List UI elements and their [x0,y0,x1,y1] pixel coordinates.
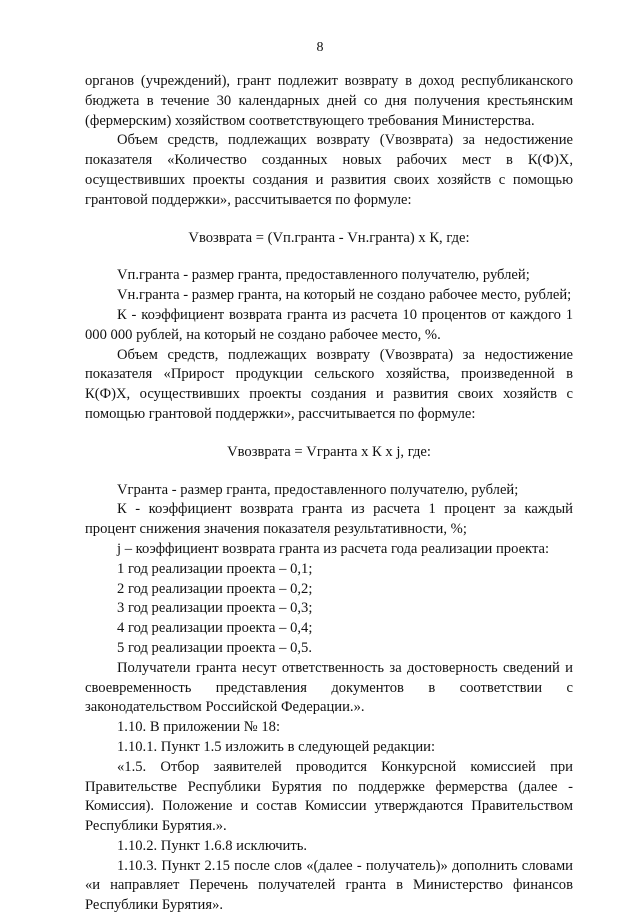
list-item: 2 год реализации проекта – 0,2; [117,580,313,597]
paragraph-1-10-1: 1.10.1. Пункт 1.5 изложить в следующей редакции: [117,738,436,755]
paragraph-continuation: органов (учреждений), грант подлежит возврату в доход республиканского бюджета в течение 30 календарных дней со дня получения крестьянским (фермерским) хозяйством соответствующего требования Министерства. [85,73,573,129]
paragraph-appendix-18: 1.10. В приложении № 18: [117,719,281,736]
definition-vgranta: Vгранта - размер гранта, предоставленного получателю, рублей; [117,481,519,498]
page-number: 8 [316,40,324,55]
list-item: 1 год реализации проекта – 0,1; [117,560,313,577]
definition-vp: Vп.гранта - размер гранта, предоставленного получателю, рублей; [117,267,530,284]
definition-k2: К - коэффициент возврата гранта из расчета 1 процент за каждый процент снижения значения показателя результативности, %; [85,501,573,538]
paragraph-responsibility: Получатели гранта несут ответственность за достоверность сведений и своевременность представления документов в соответствии с законодательством Российской Федерации.». [85,659,573,716]
paragraph-1-5-text: «1.5. Отбор заявителей проводится Конкурсной комиссией при Правительстве Республики Бурятия по поддержке фермерства (далее - Комиссия). Положение и состав Комиссии утверждаются Правительством Республики Бурятия.». [85,758,573,835]
paragraph-1-10-2: 1.10.2. Пункт 1.6.8 исключить. [117,837,308,854]
document-body [85,72,573,916]
formula-production: Vвозврата = Vгранта х К х j, где: [227,443,431,460]
formula-jobs: Vвозврата = (Vп.гранта - Vн.гранта) х К, где: [188,229,470,246]
list-item: 3 год реализации проекта – 0,3; [117,600,313,617]
list-item: 5 год реализации проекта – 0,5. [117,639,312,656]
definition-k1: К - коэффициент возврата гранта из расчета 10 процентов от каждого 1 000 000 рублей, на который не создано рабочее место, %. [85,306,573,343]
paragraph-volume-jobs: Объем средств, подлежащих возврату (Vвозврата) за недостижение показателя «Количество созданных новых рабочих мест в К(Ф)Х, осуществивших проекты создания и развития своих хозяйств с помощью грантовой поддержки», рассчитывается по формуле: [85,132,573,208]
list-item: 4 год реализации проекта – 0,4; [117,620,313,637]
paragraph-1-10-3: 1.10.3. Пункт 2.15 после слов «(далее - получатель)» дополнить словами «и направляет Перечень получателей гранта в Министерство финансов Республики Бурятия». [85,857,573,914]
definition-j: j – коэффициент возврата гранта из расчета года реализации проекта: [117,540,550,557]
paragraph-volume-production: Объем средств, подлежащих возврату (Vвозврата) за недостижение показателя «Прирост продукции сельского хозяйства, произведенной в К(Ф)Х, осуществивших проекты создания и развития своих хозяйств с помощью грантовой поддержки», рассчитывается по формуле: [85,346,573,422]
definition-vn: Vн.гранта - размер гранта, на который не создано рабочее место, рублей; [117,287,572,304]
